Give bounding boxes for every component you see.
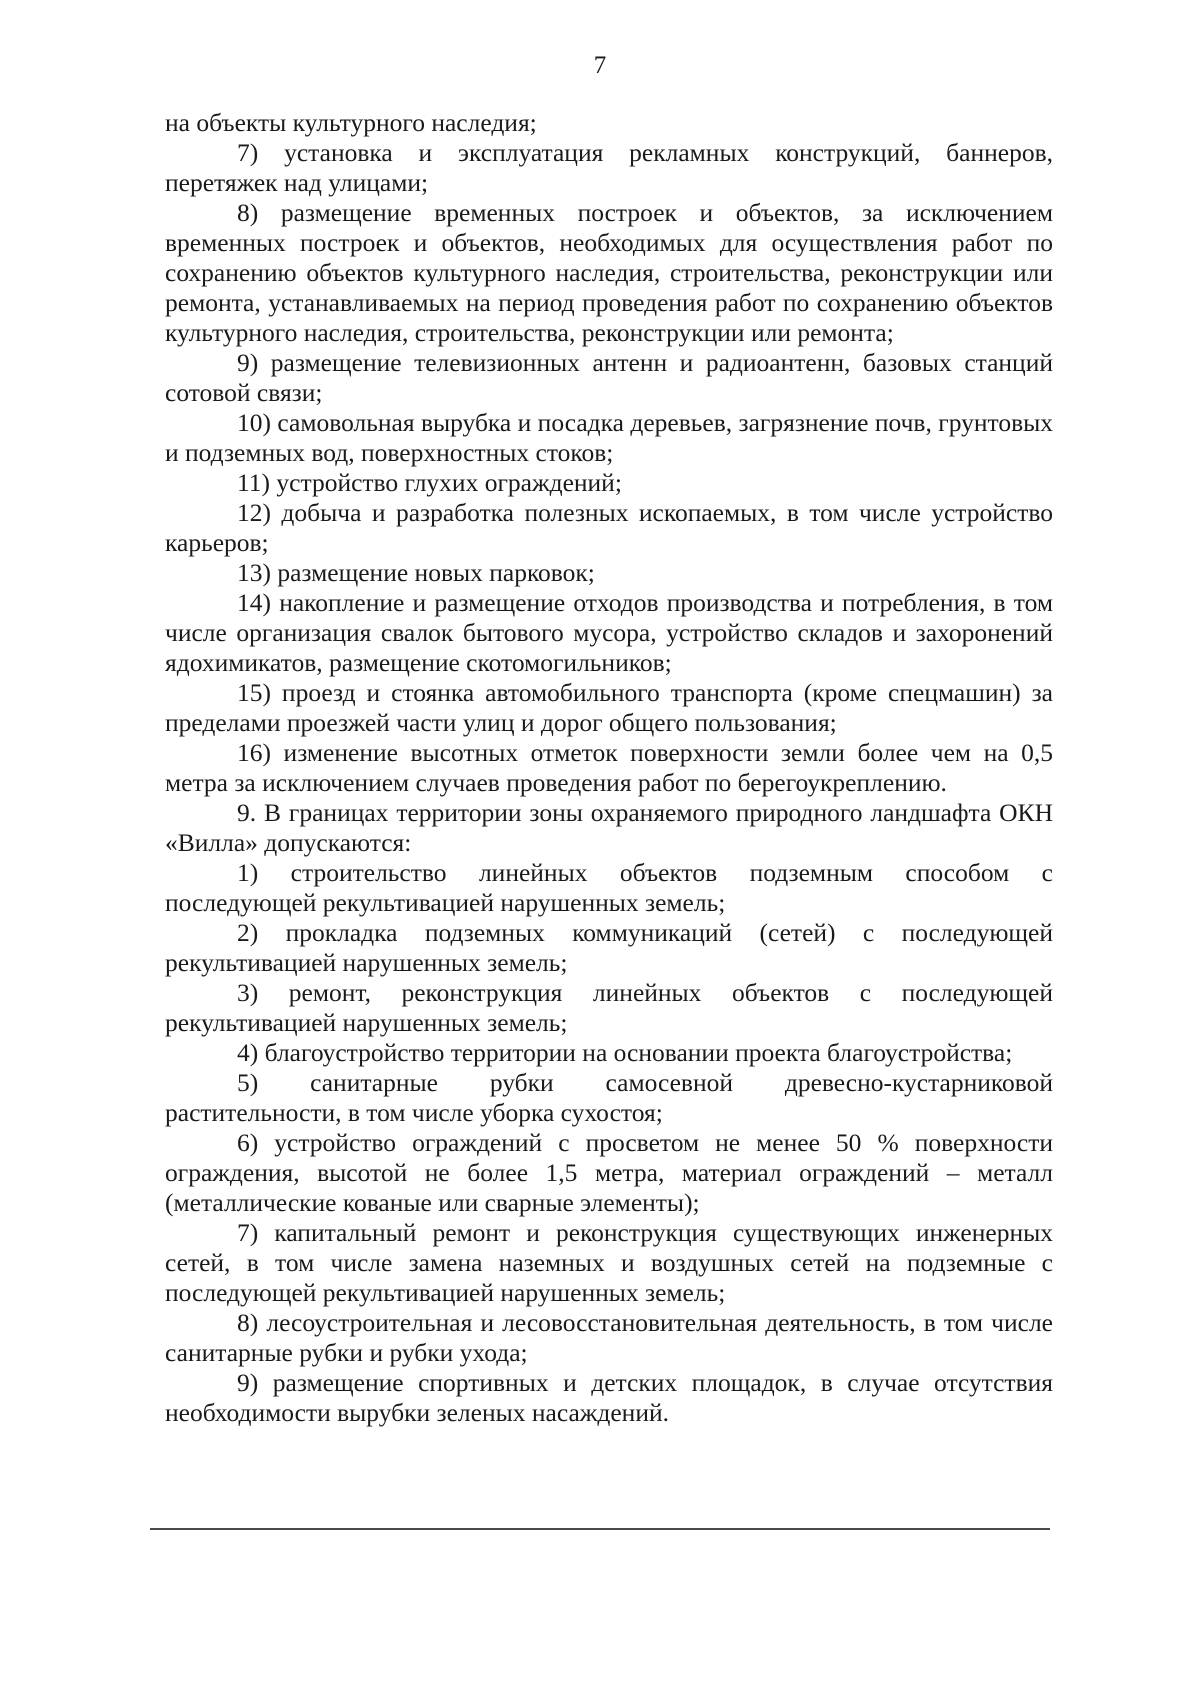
list-item-allowed-8: 8) лесоустроительная и лесовосстановительная деятельность, в том числе санитарные рубки и рубки ухода; xyxy=(165,1308,1053,1367)
list-item-prohibited-7: 7) установка и эксплуатация рекламных конструкций, баннеров, перетяжек над улицами; xyxy=(165,138,1053,197)
list-item-prohibited-10: 10) самовольная вырубка и посадка деревьев, загрязнение почв, грунтовых и подземных вод, поверхностных стоков; xyxy=(165,408,1053,467)
page-number: 7 xyxy=(593,52,607,79)
list-item-allowed-2: 2) прокладка подземных коммуникаций (сетей) с последующей рекультивацией нарушенных земель; xyxy=(165,918,1053,977)
list-item-allowed-7: 7) капитальный ремонт и реконструкция существующих инженерных сетей, в том числе замена наземных и воздушных сетей на подземные с последующей рекультивацией нарушенных земель; xyxy=(165,1218,1053,1307)
list-item-prohibited-14: 14) накопление и размещение отходов производства и потребления, в том числе организация свалок бытового мусора, устройство складов и захоронений ядохимикатов, размещение скотомогильников; xyxy=(165,588,1053,677)
document-body xyxy=(165,108,1053,1428)
paragraph-continuation: на объекты культурного наследия; xyxy=(165,108,537,137)
list-item-prohibited-13: 13) размещение новых парковок; xyxy=(237,558,595,587)
list-item-allowed-5: 5) санитарные рубки самосевной древесно-кустарниковой растительности, в том числе уборка сухостоя; xyxy=(165,1068,1053,1127)
list-item-prohibited-15: 15) проезд и стоянка автомобильного транспорта (кроме спецмашин) за пределами проезжей части улиц и дорог общего пользования; xyxy=(165,678,1053,737)
list-item-prohibited-9: 9) размещение телевизионных антенн и радиоантенн, базовых станций сотовой связи; xyxy=(165,348,1053,407)
list-item-prohibited-12: 12) добыча и разработка полезных ископаемых, в том числе устройство карьеров; xyxy=(165,498,1053,557)
list-item-allowed-1: 1) строительство линейных объектов подземным способом с последующей рекультивацией нарушенных земель; xyxy=(165,858,1053,917)
list-item-allowed-6: 6) устройство ограждений с просветом не менее 50 % поверхности ограждения, высотой не более 1,5 метра, материал ограждений – металл (металлические кованые или сварные элементы); xyxy=(165,1128,1053,1217)
list-item-allowed-9: 9) размещение спортивных и детских площадок, в случае отсутствия необходимости вырубки зеленых насаждений. xyxy=(165,1368,1053,1427)
bottom-divider xyxy=(150,1528,1050,1530)
section-9-heading: 9. В границах территории зоны охраняемого природного ландшафта ОКН «Вилла» допускаются: xyxy=(165,798,1053,857)
list-item-prohibited-11: 11) устройство глухих ограждений; xyxy=(237,468,622,497)
list-item-prohibited-16: 16) изменение высотных отметок поверхности земли более чем на 0,5 метра за исключением случаев проведения работ по берегоукреплению. xyxy=(165,738,1053,797)
list-item-allowed-3: 3) ремонт, реконструкция линейных объектов с последующей рекультивацией нарушенных земель; xyxy=(165,978,1053,1037)
list-item-allowed-4: 4) благоустройство территории на основании проекта благоустройства; xyxy=(237,1038,1013,1067)
list-item-prohibited-8: 8) размещение временных построек и объектов, за исключением временных построек и объектов, необходимых для осуществления работ по сохранению объектов культурного наследия, строительства, реконструкции или ремонта, устанавливаемых на период проведения работ по сохранению объектов культурного наследия, строительства, реконструкции или ремонта; xyxy=(165,198,1053,347)
